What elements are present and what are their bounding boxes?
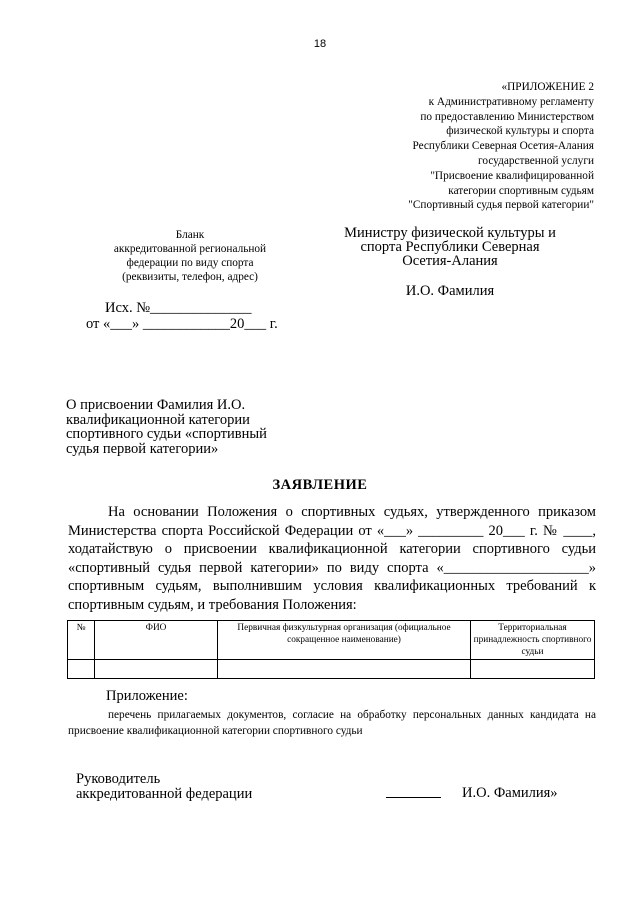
appendix-line: категории спортивным судьям xyxy=(448,184,594,197)
table-cell xyxy=(68,660,95,679)
col-organization-header: Первичная физкультурная организация (официальное сокращенное наименование) xyxy=(218,621,471,660)
recipient-block xyxy=(330,226,570,268)
appendix-line: "Спортивный судья первой категории" xyxy=(408,199,594,212)
outgoing-date: от «___» ____________20___ г. xyxy=(86,316,278,332)
letterhead-line: (реквизиты, телефон, адрес) xyxy=(122,271,258,283)
appendix-header xyxy=(294,80,594,213)
col-number-header: № xyxy=(68,621,95,660)
table-cell xyxy=(218,660,471,679)
recipient-line: Осетия-Алания xyxy=(402,253,498,269)
subject-block xyxy=(66,398,306,456)
subject-line: судья первой категории» xyxy=(66,440,219,457)
subject-line: квалификационной категории xyxy=(66,411,250,428)
subject-line: О присвоении Фамилия И.О. xyxy=(66,397,246,413)
appendix-line: по предоставлению Министерством xyxy=(420,110,594,123)
signatory-role-line: аккредитованной федерации xyxy=(76,785,253,802)
appendix-line: к Административному регламенту xyxy=(428,95,594,108)
signatory-role-line: Руководитель xyxy=(76,771,161,787)
letterhead-block xyxy=(82,228,298,284)
attachment-title: Приложение: xyxy=(106,688,188,704)
recipient-line: спорта Республики Северная xyxy=(360,239,540,255)
recipient-name: И.О. Фамилия xyxy=(405,283,495,299)
subject-line: спортивного судьи «спортивный xyxy=(66,426,267,442)
appendix-line: «ПРИЛОЖЕНИЕ 2 xyxy=(501,81,594,93)
letterhead-line: аккредитованной региональной xyxy=(113,243,267,255)
appendix-line: государственной услуги xyxy=(478,154,594,167)
appendix-line: Республики Северная Осетия-Алания xyxy=(412,140,594,153)
outgoing-number: Исх. №______________ xyxy=(105,300,252,316)
letterhead-line: Бланк xyxy=(175,229,205,241)
table-row xyxy=(68,660,595,679)
signature-line xyxy=(386,797,441,798)
appendix-line: "Присвоение квалифицированной xyxy=(430,169,594,182)
document-heading: ЗАЯВЛЕНИЕ xyxy=(272,477,368,493)
page-number: 18 xyxy=(313,38,327,50)
attachment-text: перечень прилагаемых документов, согласие на обработку персональных данных кандидата на присвоение квалификационной категории спортивного судьи xyxy=(68,709,596,737)
body-paragraph: На основании Положения о спортивных судьях, утвержденного приказом Министерства спорта Российской Федерации от «___» _________ 20___ г. № ____, ходатайствую о присвоении квалификационной категории спортивного судьи «спортивный судья первой категории» по виду спорта «____________________» спортивным судьям, выполнившим условия квалификационных требований к спортивным судьям, и требования Положения: xyxy=(68,504,596,613)
signatory-role xyxy=(76,772,252,801)
appendix-line: физической культуры и спорта xyxy=(446,125,594,138)
col-name-header: ФИО xyxy=(95,621,218,660)
table-cell xyxy=(95,660,218,679)
application-body xyxy=(68,503,596,614)
table-header-row xyxy=(68,621,595,660)
signatory-name: И.О. Фамилия» xyxy=(462,785,558,801)
col-territory-header: Территориальная принадлежность спортивного судьи xyxy=(471,621,595,660)
letterhead-line: федерации по виду спорта xyxy=(126,257,254,269)
table-cell xyxy=(471,660,595,679)
recipient-line: Министру физической культуры и xyxy=(344,225,556,241)
judges-table xyxy=(67,620,595,679)
